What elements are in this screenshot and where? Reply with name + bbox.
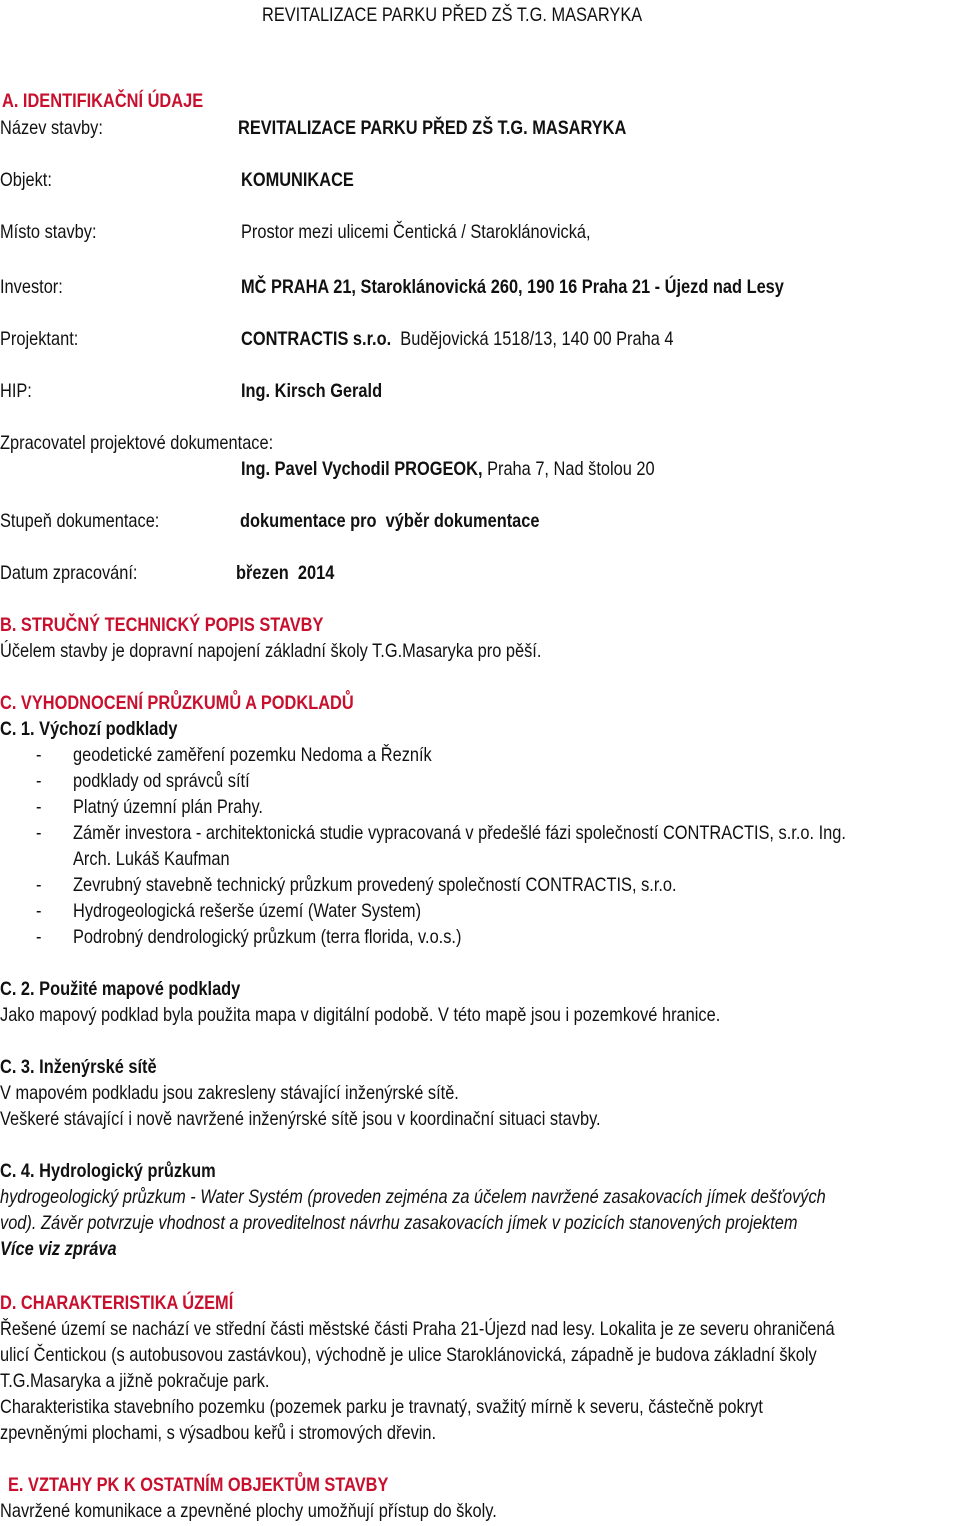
hip-value: Ing. Kirsch Gerald <box>241 380 383 402</box>
c4-heading: C. 4. Hydrologický průzkum <box>0 1160 216 1182</box>
objekt-label: Objekt: <box>0 169 52 191</box>
list-bullet: - <box>36 796 42 818</box>
stupen-value: dokumentace pro výběr dokumentace <box>240 510 540 532</box>
misto-label: Místo stavby: <box>0 221 97 243</box>
list-bullet: - <box>36 770 42 792</box>
investor-value-text: MČ PRAHA 21, Staroklánovická 260, 190 16 Praha 21 - Újezd nad Lesy <box>241 276 784 298</box>
list-item-continuation: Arch. Lukáš Kaufman <box>73 848 230 870</box>
section-b-heading: B. STRUČNÝ TECHNICKÝ POPIS STAVBY <box>0 614 324 636</box>
list-item: podklady od správců sítí <box>73 770 250 792</box>
page-header-title: REVITALIZACE PARKU PŘED ZŠ T.G. MASARYKA <box>262 4 643 26</box>
projektant-address: Budějovická 1518/13, 140 00 Praha 4 <box>400 328 674 350</box>
list-bullet: - <box>36 874 42 896</box>
zpracovatel-value <box>241 456 655 482</box>
investor-label: Investor: <box>0 276 63 298</box>
list-bullet: - <box>36 926 42 948</box>
section-d-p1-line1: Řešené území se nachází ve střední části městské části Praha 21-Újezd nad lesy. Lokalita je ze severu ohraničená <box>0 1318 835 1340</box>
c1-heading: C. 1. Výchozí podklady <box>0 718 178 740</box>
list-item: geodetické zaměření pozemku Nedoma a Řezník <box>73 744 432 766</box>
c3-text-2: Veškeré stávající i nově navržené inženýrské sítě jsou v koordinační situaci stavby. <box>0 1108 601 1130</box>
list-bullet: - <box>36 822 42 844</box>
datum-label: Datum zpracování: <box>0 562 138 584</box>
list-item: Záměr investora - architektonická studie vypracovaná v předešlé fázi společností CONTRACTIS, s.r.o. Ing. <box>73 822 846 844</box>
section-a-heading: A. IDENTIFIKAČNÍ ÚDAJE <box>2 90 204 112</box>
section-d-p2-line1: Charakteristika stavebního pozemku (pozemek parku je travnatý, svažitý mírně k severu, částečně pokryt <box>0 1396 763 1418</box>
investor-value <box>241 274 784 300</box>
nazev-value: REVITALIZACE PARKU PŘED ZŠ T.G. MASARYKA <box>238 117 627 139</box>
c2-text: Jako mapový podklad byla použita mapa v digitální podobě. V této mapě jsou i pozemkové hranice. <box>0 1004 721 1026</box>
list-bullet: - <box>36 744 42 766</box>
datum-value: březen 2014 <box>236 562 335 584</box>
list-bullet: - <box>36 900 42 922</box>
section-d-p2-line2: zpevněnými plochami, s výsadbou keřů i stromových dřevin. <box>0 1422 437 1444</box>
section-c-heading: C. VYHODNOCENÍ PRŮZKUMŮ A PODKLADŮ <box>0 692 354 714</box>
hip-label: HIP: <box>0 380 32 402</box>
list-item: Hydrogeologická rešerše území (Water System) <box>73 900 422 922</box>
section-e-text: Navržené komunikace a zpevněné plochy umožňují přístup do školy. <box>0 1500 497 1522</box>
section-d-heading: D. CHARAKTERISTIKA ÚZEMÍ <box>0 1292 234 1314</box>
stupen-label: Stupeň dokumentace: <box>0 510 160 532</box>
c4-text-1: hydrogeologický průzkum - Water Systém (proveden zejména za účelem navržené zasakovacích jímek dešťových <box>0 1186 826 1208</box>
misto-value: Prostor mezi ulicemi Čentická / Staroklánovická, <box>241 221 591 243</box>
zpracovatel-name: Ing. Pavel Vychodil PROGEOK, <box>241 458 483 480</box>
section-e-heading: E. VZTAHY PK K OSTATNÍM OBJEKTŮM STAVBY <box>8 1474 389 1496</box>
c3-heading: C. 3. Inženýrské sítě <box>0 1056 157 1078</box>
c4-text-3: Více viz zpráva <box>0 1238 117 1260</box>
projektant-company: CONTRACTIS s.r.o. <box>241 328 392 350</box>
c2-heading: C. 2. Použité mapové podklady <box>0 978 241 1000</box>
section-d-p1-line2: ulicí Čentickou (s autobusovou zastávkou), východně je ulice Staroklánovická, západně je budova základní školy <box>0 1344 817 1366</box>
projektant-value <box>241 326 673 352</box>
nazev-label: Název stavby: <box>0 117 103 139</box>
list-item: Podrobný dendrologický průzkum (terra florida, v.o.s.) <box>73 926 462 948</box>
list-item: Platný územní plán Prahy. <box>73 796 263 818</box>
section-d-p1-line3: T.G.Masaryka a jižně pokračuje park. <box>0 1370 270 1392</box>
zpracovatel-label: Zpracovatel projektové dokumentace: <box>0 432 274 454</box>
section-b-text: Účelem stavby je dopravní napojení základní školy T.G.Masaryka pro pěší. <box>0 640 542 662</box>
zpracovatel-address: Praha 7, Nad štolou 20 <box>487 458 655 480</box>
projektant-label: Projektant: <box>0 328 79 350</box>
objekt-value: KOMUNIKACE <box>241 169 354 191</box>
c4-text-2: vod). Závěr potvrzuje vhodnost a proveditelnost návrhu zasakovacích jímek v pozicích stanovených projektem <box>0 1212 798 1234</box>
c3-text-1: V mapovém podkladu jsou zakresleny stávající inženýrské sítě. <box>0 1082 459 1104</box>
list-item: Zevrubný stavebně technický průzkum provedený společností CONTRACTIS, s.r.o. <box>73 874 677 896</box>
